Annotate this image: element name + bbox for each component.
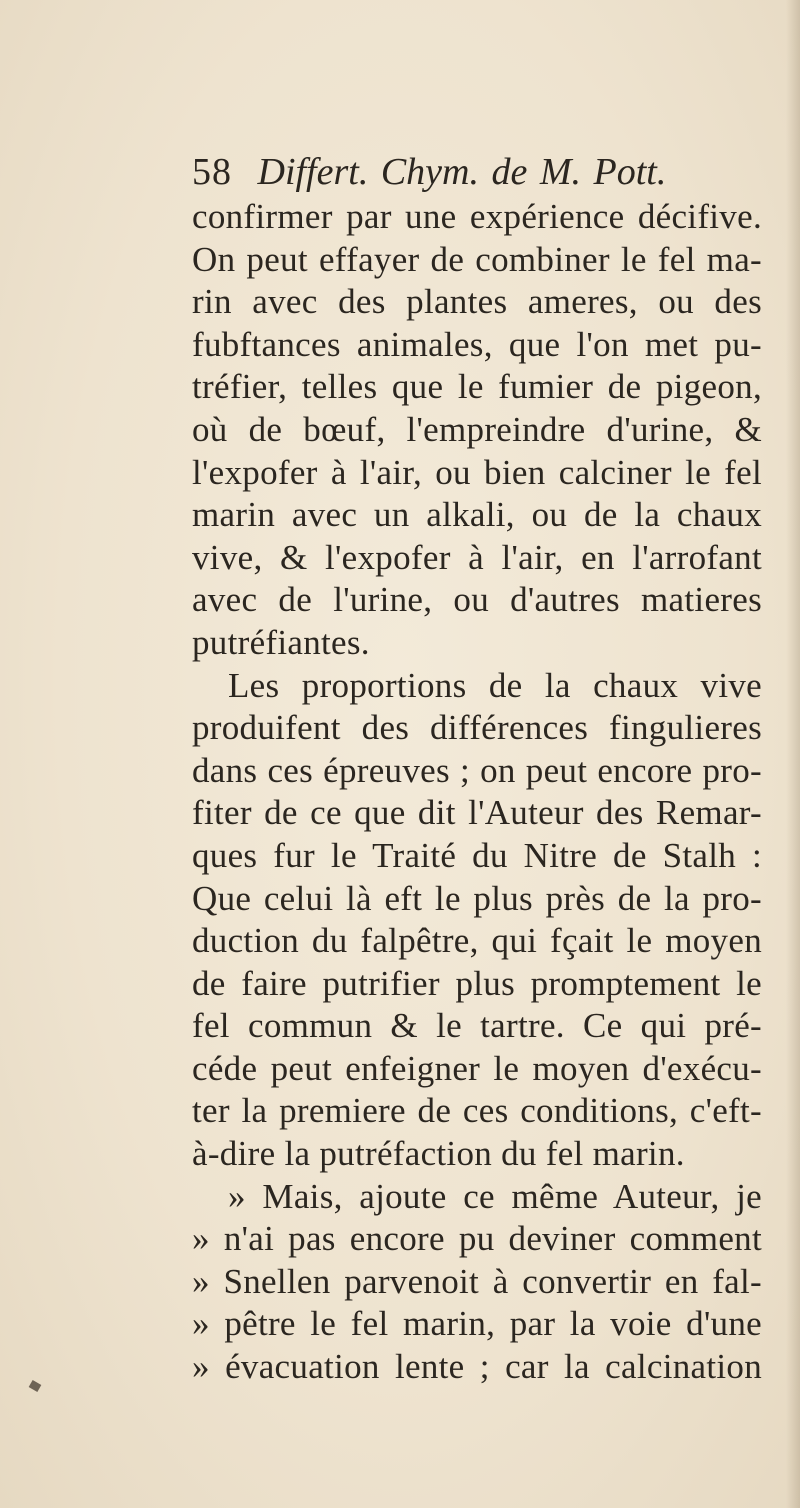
- running-title: Differt. Chym. de M. Pott.: [257, 151, 667, 193]
- text-line: ter la premiere de ces conditions, c'eft-: [192, 1091, 762, 1131]
- text-line: avec de l'urine, ou d'autres matieres: [192, 580, 762, 620]
- text-line: confirmer par une expérience décifive.: [192, 197, 762, 236]
- page-number: 58: [192, 151, 232, 193]
- text-line: céde peut enfeigner le moyen d'exécu-: [192, 1048, 762, 1088]
- ink-mark: [29, 1380, 42, 1392]
- text-line: » pêtre le fel marin, par la voie d'une: [192, 1304, 762, 1344]
- text-line: putréfiantes.: [192, 622, 370, 662]
- text-line: On peut effayer de combiner le fel ma-: [192, 239, 762, 279]
- text-line: vive, & l'expofer à l'air, en l'arrofant: [192, 537, 762, 577]
- text-line: Les proportions de la chaux vive: [228, 665, 762, 705]
- page-edge-shadow: [786, 0, 800, 1508]
- body-text: [192, 196, 762, 1389]
- text-line: fiter de ce que dit l'Auteur des Remar-: [192, 793, 762, 833]
- text-line: fel commun & le tartre. Ce qui pré-: [192, 1006, 762, 1046]
- text-line: de faire putrifier plus promptement le: [192, 963, 762, 1003]
- text-line: l'expofer à l'air, ou bien calciner le fel: [192, 452, 762, 492]
- text-line: à-dire la putréfaction du fel marin.: [192, 1134, 685, 1174]
- text-line: fubftances animales, que l'on met pu-: [192, 324, 762, 364]
- text-line: dans ces épreuves ; on peut encore pro-: [192, 750, 762, 790]
- text-line: » n'ai pas encore pu deviner comment: [192, 1219, 762, 1259]
- page-header: [192, 150, 752, 194]
- text-line: produifent des différences fingulieres: [192, 708, 762, 748]
- text-line: » évacuation lente ; car la calcination: [192, 1347, 762, 1387]
- text-line: marin avec un alkali, ou de la chaux: [192, 495, 762, 535]
- text-line: rin avec des plantes ameres, ou des: [192, 282, 762, 322]
- text-line: tréfier, telles que le fumier de pigeon,: [192, 367, 762, 407]
- text-line: ques fur le Traité du Nitre de Stalh :: [192, 835, 762, 875]
- text-line: duction du falpêtre, qui fçait le moyen: [192, 921, 762, 961]
- text-line: » Snellen parvenoit à convertir en fal-: [192, 1261, 762, 1301]
- text-line: » Mais, ajoute ce même Auteur, je: [228, 1176, 762, 1216]
- text-line: Que celui là eft le plus près de la pro-: [192, 878, 762, 918]
- text-line: où de bœuf, l'empreindre d'urine, &: [192, 409, 762, 449]
